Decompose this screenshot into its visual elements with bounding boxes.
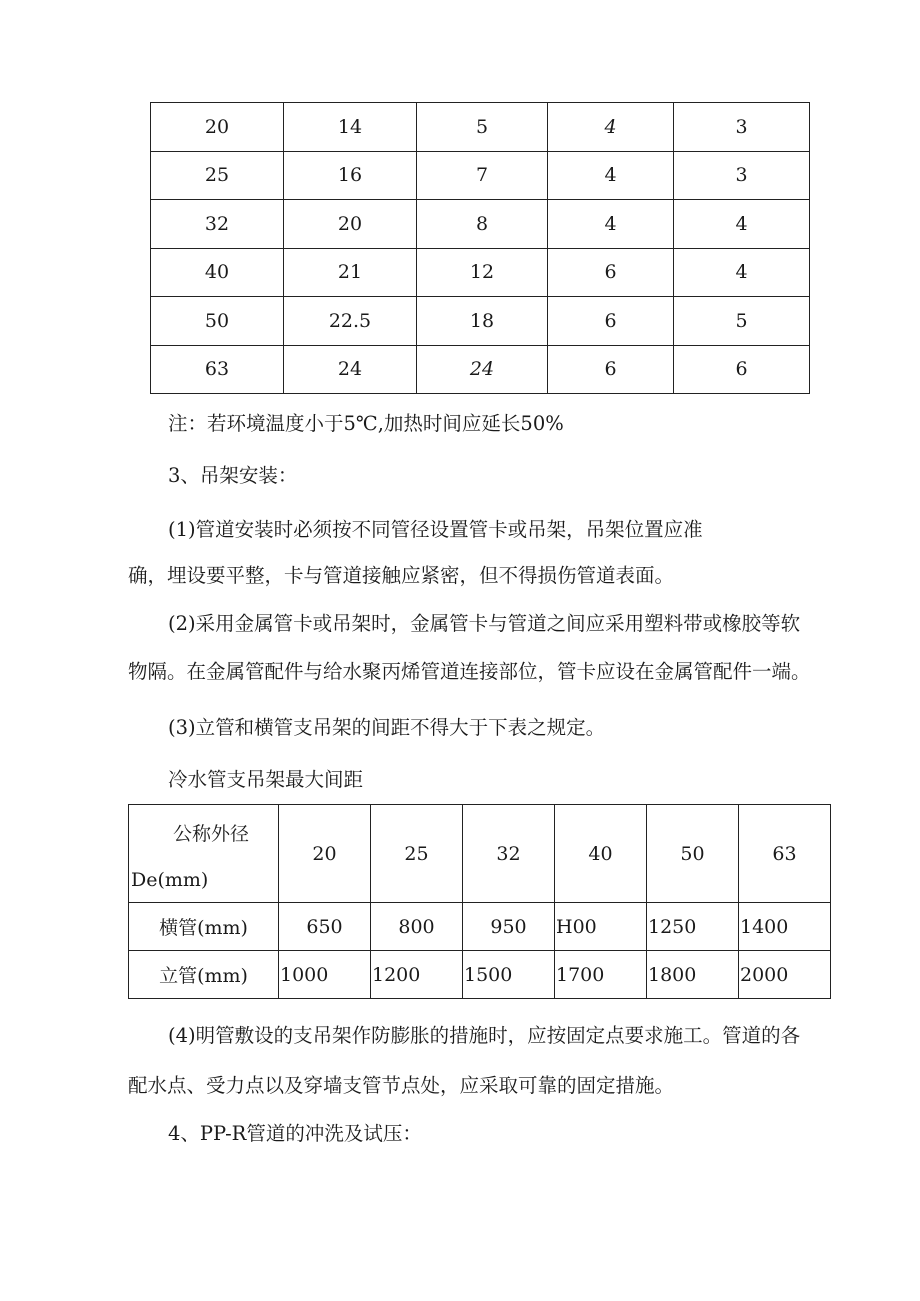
table-row bbox=[151, 200, 810, 249]
hanger-spacing-table bbox=[128, 804, 831, 999]
section-3-title: 3、吊架安装： bbox=[168, 464, 298, 487]
table-cell: 1400 bbox=[739, 903, 831, 951]
table-cell: 4 bbox=[674, 200, 810, 249]
item-1-line-1: (1)管道安装时必须按不同管径设置管卡或吊架，吊架位置应准 bbox=[168, 518, 703, 541]
item-3: (3)立管和横管支吊架的间距不得大于下表之规定。 bbox=[168, 716, 606, 739]
table-cell: 5 bbox=[674, 297, 810, 346]
table-row bbox=[129, 903, 831, 951]
table-cell: 1700 bbox=[555, 951, 647, 999]
table-cell: 7 bbox=[417, 151, 548, 200]
diameter-cell: 40 bbox=[555, 805, 647, 903]
row-label-vertical: 立管(mm) bbox=[129, 951, 279, 999]
table-cell: 4 bbox=[674, 248, 810, 297]
table-cell: 22.5 bbox=[284, 297, 417, 346]
table-row bbox=[151, 248, 810, 297]
table-cell: 650 bbox=[279, 903, 371, 951]
table-cell: 6 bbox=[674, 345, 810, 394]
table-cell: 1000 bbox=[279, 951, 371, 999]
table-cell: 50 bbox=[151, 297, 284, 346]
table-row bbox=[151, 345, 810, 394]
row-label-horizontal: 横管(mm) bbox=[129, 903, 279, 951]
item-2-line-2: 物隔。在金属管配件与给水聚丙烯管道连接部位，管卡应设在金属管配件一端。 bbox=[128, 660, 811, 683]
table-cell: 12 bbox=[417, 248, 548, 297]
table-cell: 8 bbox=[417, 200, 548, 249]
diameter-cell: 20 bbox=[279, 805, 371, 903]
table-cell: 20 bbox=[151, 103, 284, 152]
table-cell: 6 bbox=[548, 297, 674, 346]
table-row bbox=[129, 951, 831, 999]
table-cell: 63 bbox=[151, 345, 284, 394]
table-cell: 3 bbox=[674, 103, 810, 152]
table-cell: 20 bbox=[284, 200, 417, 249]
table-cell: 4 bbox=[548, 151, 674, 200]
table-cell: 1200 bbox=[371, 951, 463, 999]
table-cell: 3 bbox=[674, 151, 810, 200]
table-cell: 40 bbox=[151, 248, 284, 297]
table-cell: 4 bbox=[548, 200, 674, 249]
table-header-row bbox=[129, 805, 831, 903]
table-cell: 4 bbox=[548, 103, 674, 152]
item-4-line-1: (4)明管敷设的支吊架作防膨胀的措施时，应按固定点要求施工。管道的各 bbox=[168, 1024, 801, 1047]
table-cell: 1500 bbox=[463, 951, 555, 999]
table-cell: 1250 bbox=[647, 903, 739, 951]
table-cell: 18 bbox=[417, 297, 548, 346]
diameter-header-label: 公称外径 bbox=[173, 823, 250, 845]
item-2-line-1: (2)采用金属管卡或吊架时，金属管卡与管道之间应采用塑料带或橡胶等软 bbox=[168, 612, 801, 635]
table-cell: 24 bbox=[284, 345, 417, 394]
table-cell: 16 bbox=[284, 151, 417, 200]
table-2-caption: 冷水管支吊架最大间距 bbox=[168, 768, 364, 791]
table-cell: 14 bbox=[284, 103, 417, 152]
table-row bbox=[151, 151, 810, 200]
table-cell: 2000 bbox=[739, 951, 831, 999]
section-4-title: 4、PP-R管道的冲洗及试压： bbox=[168, 1122, 422, 1145]
diameter-cell: 63 bbox=[739, 805, 831, 903]
diameter-header-cell bbox=[129, 805, 279, 903]
table-cell: 5 bbox=[417, 103, 548, 152]
item-4-line-2: 配水点、受力点以及穿墙支管节点处，应采取可靠的固定措施。 bbox=[128, 1074, 675, 1097]
diameter-cell: 25 bbox=[371, 805, 463, 903]
table-cell: 24 bbox=[417, 345, 548, 394]
table-cell: 950 bbox=[463, 903, 555, 951]
diameter-header-unit: De(mm) bbox=[131, 869, 209, 891]
diameter-cell: 32 bbox=[463, 805, 555, 903]
table-cell: 21 bbox=[284, 248, 417, 297]
temperature-note: 注：若环境温度小于5℃,加热时间应延长50% bbox=[168, 412, 564, 435]
diameter-cell: 50 bbox=[647, 805, 739, 903]
table-cell: H00 bbox=[555, 903, 647, 951]
table-cell: 6 bbox=[548, 345, 674, 394]
table-cell: 6 bbox=[548, 248, 674, 297]
table-cell: 32 bbox=[151, 200, 284, 249]
table-cell: 1800 bbox=[647, 951, 739, 999]
table-row bbox=[151, 103, 810, 152]
heating-time-table bbox=[150, 102, 810, 394]
table-cell: 800 bbox=[371, 903, 463, 951]
table-row bbox=[151, 297, 810, 346]
table-cell: 25 bbox=[151, 151, 284, 200]
item-1-line-2: 确，埋设要平整，卡与管道接触应紧密，但不得损伤管道表面。 bbox=[128, 564, 675, 587]
